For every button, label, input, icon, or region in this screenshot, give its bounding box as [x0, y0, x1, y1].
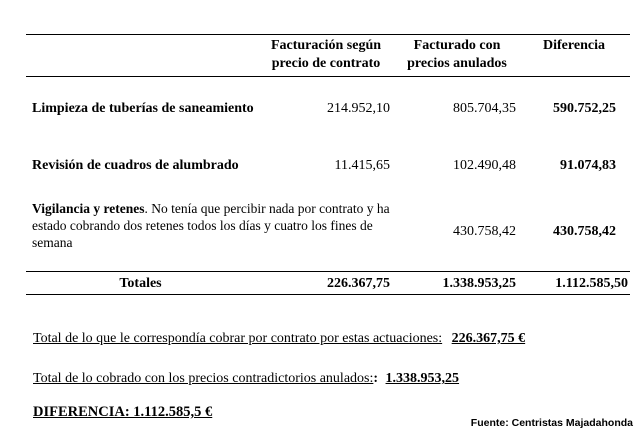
table-row [26, 139, 630, 191]
row-concept-detail: . No tenía que percibir nada por contrato y ha estado cobrando dos retenes todos los días y cuatro los fines de semana [32, 201, 390, 250]
row-annulled-value: 430.758,42 [453, 223, 516, 239]
table-row [26, 77, 630, 140]
summary-annulled-total-value: 1.338.953,25 [385, 371, 460, 386]
row-concept [26, 139, 256, 191]
row-difference-value: 590.752,25 [553, 100, 616, 116]
header-contract-price: Facturación según precio de contrato [256, 35, 396, 77]
totals-annulled-value: 1.338.953,25 [396, 272, 518, 295]
summary-annulled-total-separator: : [373, 371, 379, 386]
summary-contract-total [33, 330, 525, 348]
table-header-row [26, 35, 630, 77]
totals-difference-value: 1.112.585,50 [518, 272, 630, 295]
summary-annulled-total-label: Total de lo cobrado con los precios contradictorios anulados: [33, 371, 374, 386]
row-concept-title: Limpieza de tuberías de saneamiento [32, 100, 254, 116]
row-contract-value: 214.952,10 [327, 100, 390, 116]
header-concept [26, 35, 256, 77]
source-credit: Fuente: Centristas Majadahonda [470, 417, 633, 429]
billing-comparison-table [26, 34, 630, 295]
row-difference-value: 91.074,83 [560, 157, 616, 173]
summary-annulled-total [33, 370, 459, 388]
row-concept-title: Revisión de cuadros de alumbrado [32, 157, 239, 173]
header-difference: Diferencia [518, 35, 630, 77]
summary-contract-total-value: 226.367,75 € [451, 331, 526, 346]
row-contract-value: 11.415,65 [334, 157, 390, 173]
row-concept-title: Vigilancia y retenes [32, 201, 145, 216]
row-difference-value: 430.758,42 [553, 223, 616, 239]
summary-contract-total-label: Total de lo que le correspondía cobrar por contrato por estas actuaciones: [33, 331, 443, 346]
table-row [26, 191, 630, 272]
row-annulled-value: 102.490,48 [453, 157, 516, 173]
header-annulled-prices: Facturado con precios anulados [396, 35, 518, 77]
totals-contract-value: 226.367,75 [256, 272, 396, 295]
summary-difference: DIFERENCIA: 1.112.585,5 € [33, 404, 213, 420]
row-annulled-value: 805.704,35 [453, 100, 516, 116]
totals-row [26, 272, 630, 295]
row-concept [26, 77, 256, 140]
row-concept [26, 191, 396, 272]
billing-comparison-table-container [26, 34, 630, 295]
totals-label: Totales [26, 272, 256, 295]
